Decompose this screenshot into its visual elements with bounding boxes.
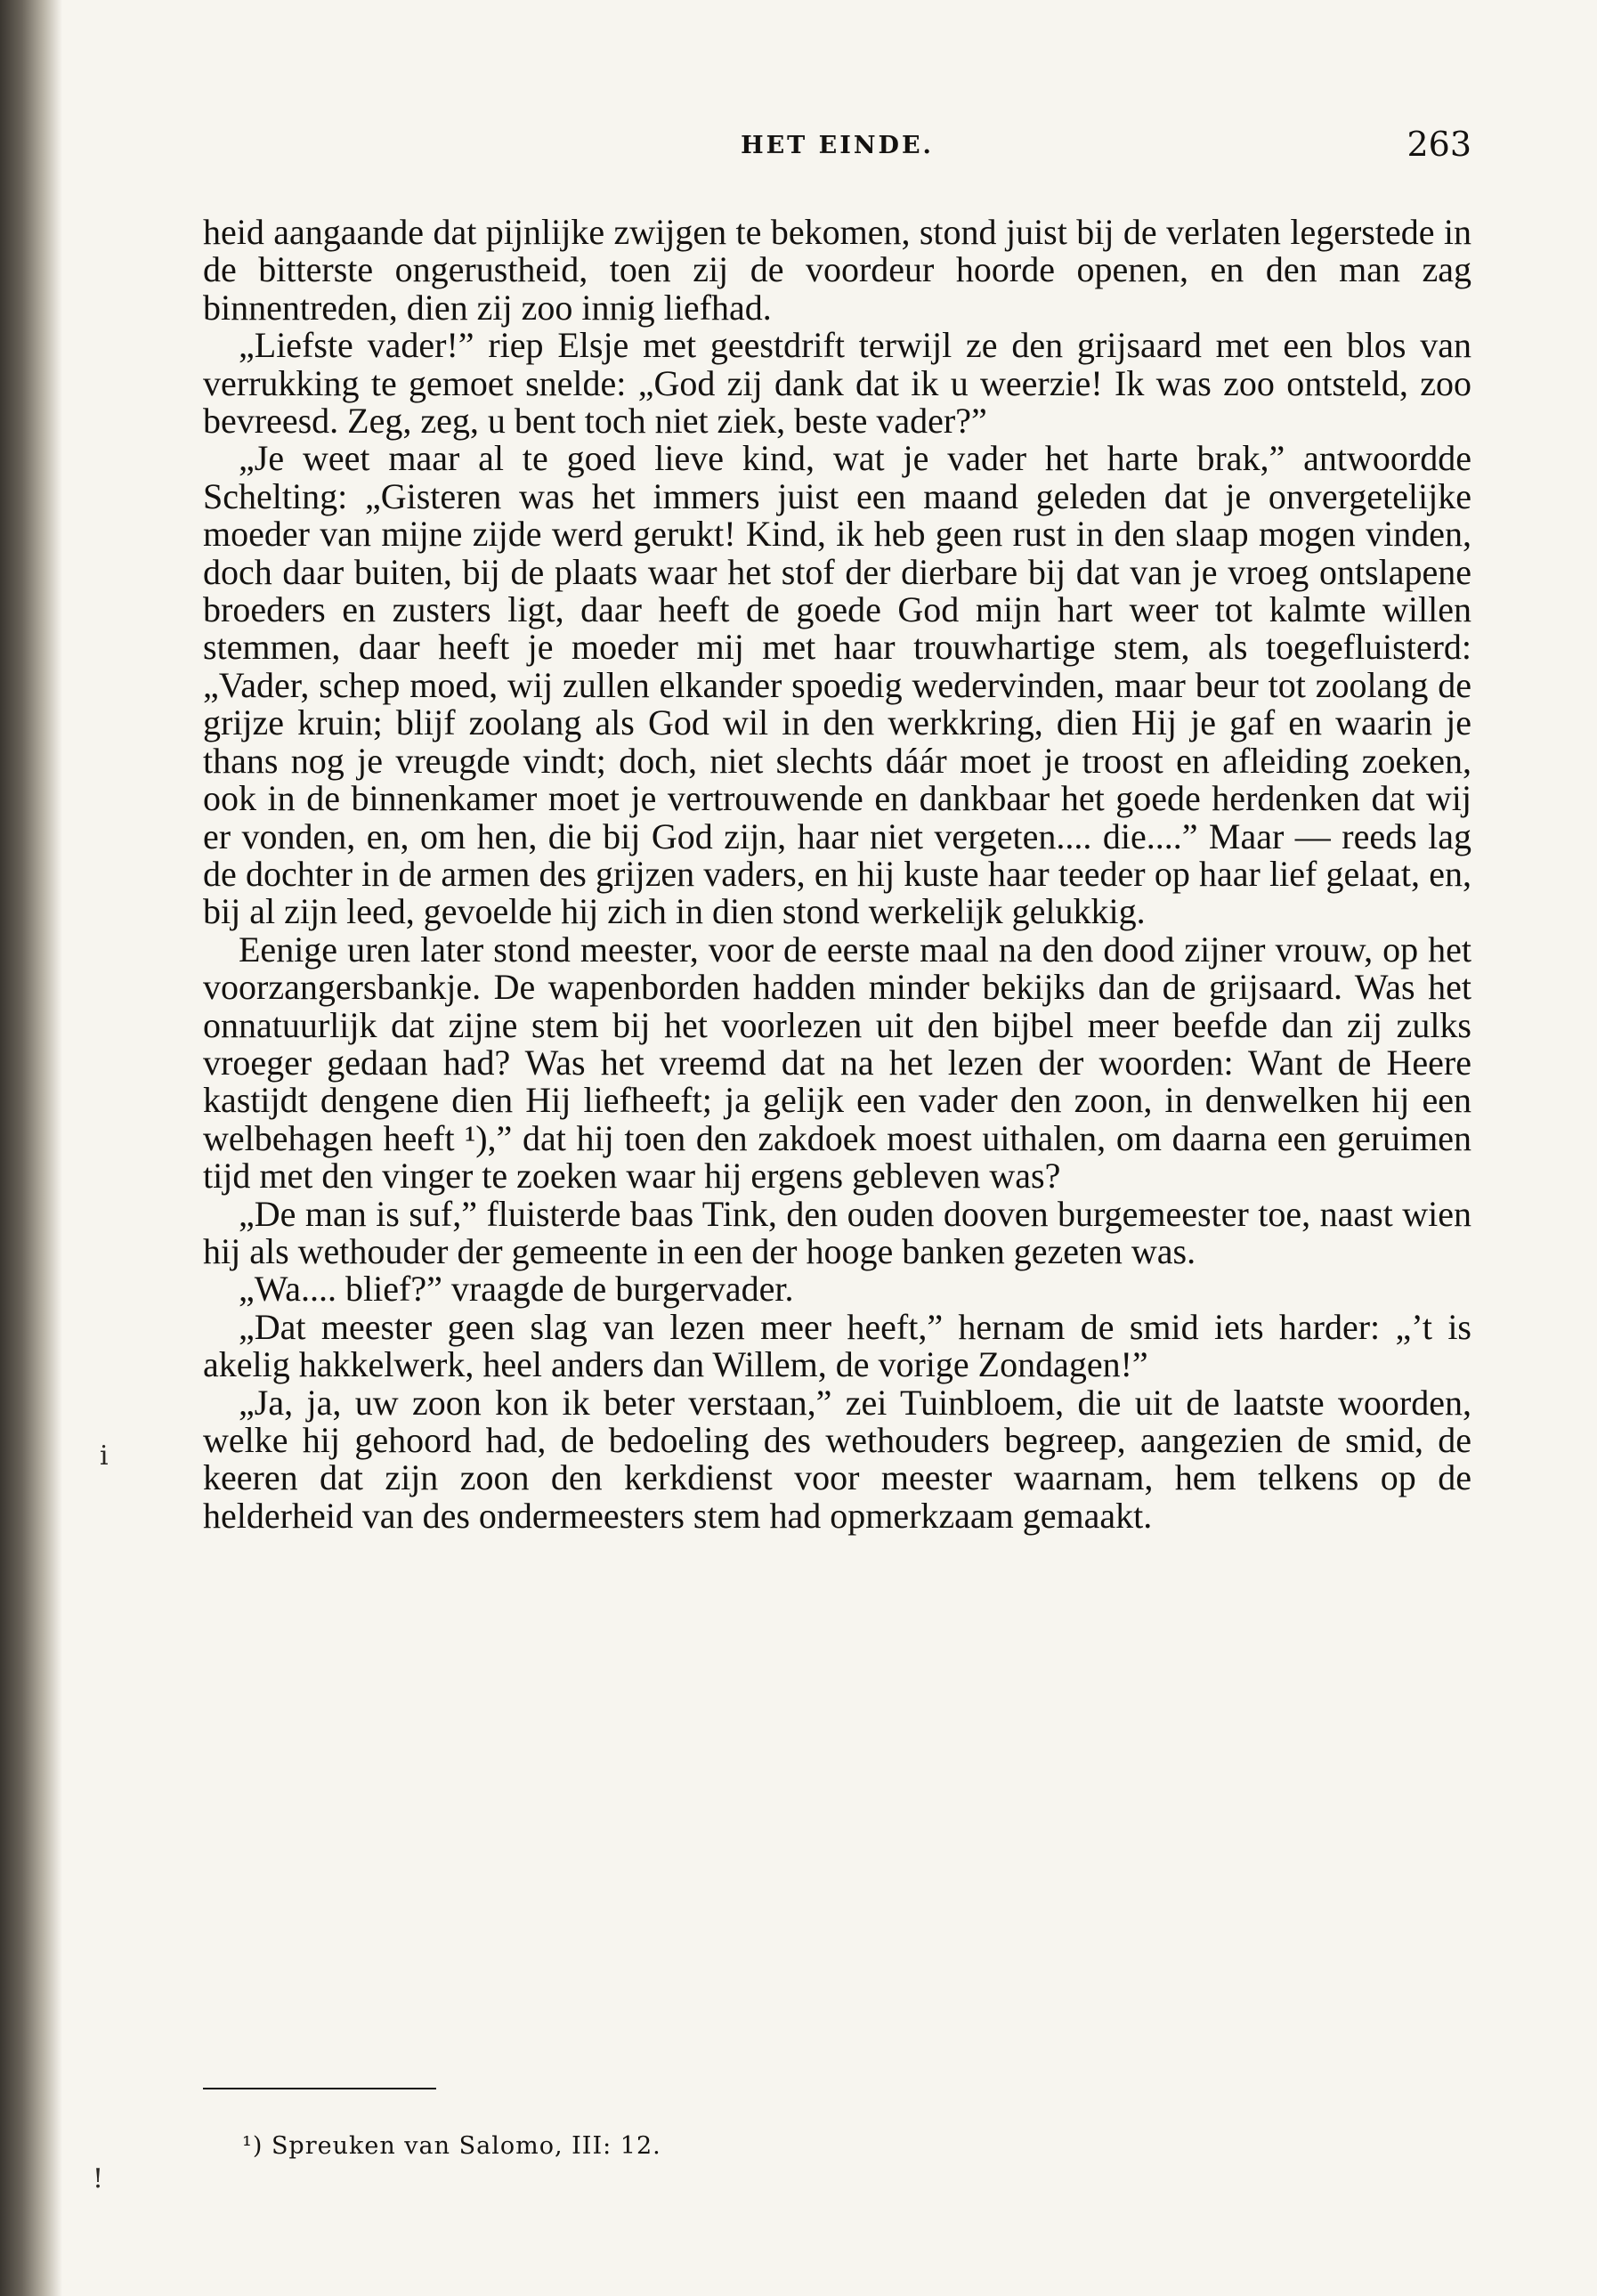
footnote: ¹) Spreuken van Salomo, III: 12. xyxy=(242,2132,661,2160)
paragraph-3: „Je weet maar al te goed lieve kind, wat je vader het harte brak,” antwoordde Schelting: „Gisteren was het immers juist een maand geleden dat je onvergetelijke moeder van mijne zijde werd gerukt! Kind, ik heb geen rust in den slaap mogen vinden, doch daar buiten, bij de plaats waar het stof der dierbare bij dat van je vroeg ontslapene broeders en zusters ligt, daar heeft de goede God mijn hart weer tot kalmte willen stemmen, daar heeft je moeder mij met haar trouwhartige stem, als toegefluisterd: „Vader, schep moed, wij zullen elkander spoedig wedervinden, maar beur tot zoolang de grijze kruin; blijf zoolang als God wil in den werkkring, dien Hij je gaf en waarin je thans nog je vreugde vindt; doch, niet slechts dáár moet je troost en afleiding zoeken, ook in de binnenkamer moet je vertrouwende en dankbaar het goede herdenken dat wij er vonden, en, om hen, die bij God zijn, haar niet vergeten.... die....” Maar — reeds lag de dochter in de armen des grijzen vaders, en hij kuste haar teeder op haar lief gelaat, en, bij al zijn leed, gevoelde hij zich in dien stond werkelijk gelukkig. xyxy=(203,438,1471,932)
margin-mark-1: i xyxy=(100,1440,109,1472)
paragraph-7: „Dat meester geen slag van lezen meer heeft,” hernam de smid iets harder: „’t is akelig hakkelwerk, heel anders dan Willem, de vorige Zondagen!” xyxy=(203,1306,1471,1385)
page-header xyxy=(203,125,1471,167)
binding-edge xyxy=(0,0,62,2296)
running-head: HET EINDE. xyxy=(741,132,934,159)
page-number: 263 xyxy=(1406,125,1471,164)
paragraph-6: „Wa.... blief?” vraagde de burgervader. xyxy=(239,1269,794,1310)
footnote-rule xyxy=(203,2088,436,2089)
paragraph-8: „Ja, ja, uw zoon kon ik beter verstaan,” zei Tuinbloem, die uit de laatste woorden, welke hij gehoord had, de bedoeling des wethouders begreep, aangezien de smid, de keeren dat zijn zoon den kerkdienst voor meester waarnam, hem telkens op de helderheid van des ondermeesters stem had opmerkzaam gemaakt. xyxy=(203,1382,1471,1536)
body-text xyxy=(203,214,1471,1535)
paragraph-4: Eenige uren later stond meester, voor de eerste maal na den dood zijner vrouw, op het voorzangersbankje. De wapenborden hadden minder bekijks dan de grijsaard. Was het onnatuurlijk dat zijne stem bij het voorlezen uit den bijbel meer beefde dan zij zulks vroeger gedaan had? Was het vreemd dat na het lezen der woorden: Want de Heere kastijdt dengene dien Hij liefheeft; ja gelijk een vader den zoon, in denwelken hij een welbehagen heeft ¹),” dat hij toen den zakdoek moest uithalen, om daarna een geruimen tijd met den vinger te zoeken waar hij ergens gebleven was? xyxy=(203,929,1471,1197)
margin-mark-2: ! xyxy=(93,2163,104,2195)
paragraph-1: heid aangaande dat pijnlijke zwijgen te bekomen, stond juist bij de verlaten legerstede in de bitterste ongerustheid, toen zij de voordeur hoorde openen, en den man zag binnentreden, dien zij zoo innig liefhad. xyxy=(203,212,1471,328)
paragraph-5: „De man is suf,” fluisterde baas Tink, den ouden dooven burgemeester toe, naast wien hij als wethouder der gemeente in een der hooge banken gezeten was. xyxy=(203,1193,1471,1271)
paragraph-2: „Liefste vader!” riep Elsje met geestdrift terwijl ze den grijsaard met een blos van verrukking te gemoet snelde: „God zij dank dat ik u weerzie! Ik was zoo ontsteld, zoo bevreesd. Zeg, zeg, u bent toch niet ziek, beste vader?” xyxy=(203,325,1471,442)
